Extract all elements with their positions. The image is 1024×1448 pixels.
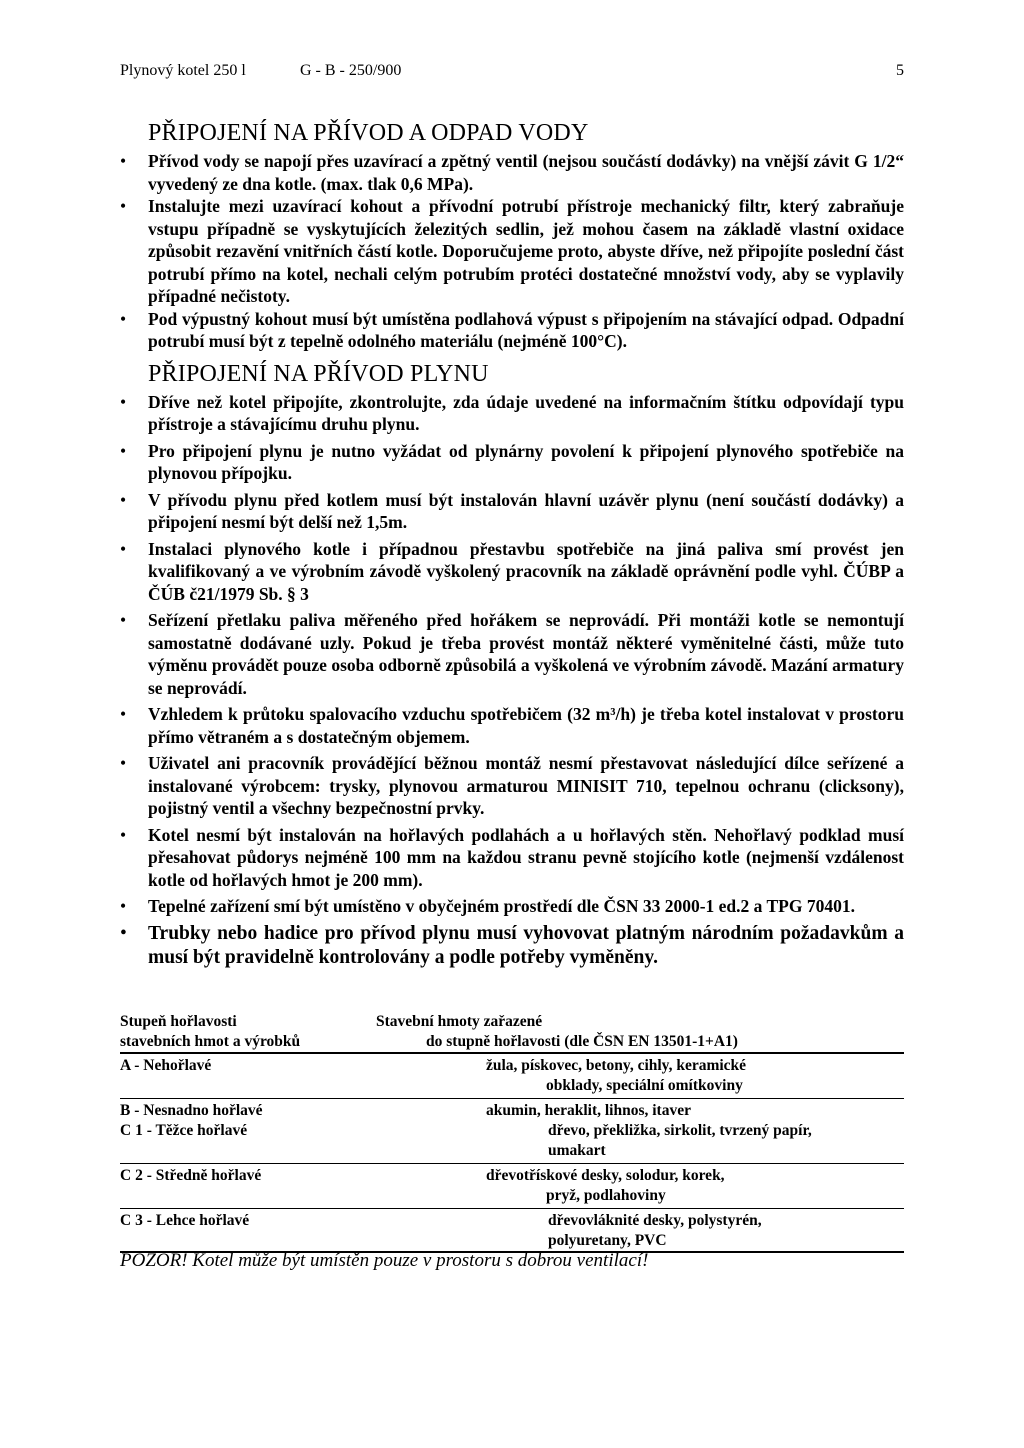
ventilation-warning: POZOR! Kotel může být umístěn pouze v prostoru s dobrou ventilací! [120, 1250, 649, 1271]
table-row [120, 1054, 904, 1098]
list-item: • Vzhledem k průtoku spalovacího vzduchu spotřebičem (32 m³/h) je třeba kotel instalovat v prostoru přímo větraném a s dostatečným objemem. [120, 704, 904, 747]
bullet-icon: • [120, 538, 127, 559]
list-item: • V přívodu plynu před kotlem musí být instalován hlavní uzávěr plynu (není součástí dodávky) a připojení nesmí být delší než 1,5m. [120, 489, 904, 532]
gas-connection-list [120, 391, 904, 970]
bullet-icon: • [120, 896, 127, 916]
page-header [120, 62, 904, 86]
table-cell: dřevotřískové desky, solodur, korek, pryž, podlahoviny [486, 1167, 725, 1204]
bullet-icon: • [120, 196, 127, 216]
list-item: • Seřízení přetlaku paliva měřeného před hořákem se neprovádí. Při montáži kotle se nemontují samostatně dodávané uzly. Pokud je třeba provést montáž některé vyměnitelné části, může tuto výměnu provádět pouze osoba odborně způsobilá a vyškolená ve výrobním závodě. Mazání armatury se neprovádí. [120, 610, 904, 698]
list-item: • Tepelné zařízení smí být umístěno v obyčejném prostředí dle ČSN 33 2000-1 ed.2 a TPG 70401. [120, 896, 855, 916]
list-item: • Uživatel ani pracovník provádějící běžnou montáž nesmí přestavovat následující dílce seřízené a instalované výrobcem: trysky, plynovou armaturou MINISIT 710, tepelnou ochranu (clicksony), pojistný ventil a všechny bezpečnostní prvky. [120, 753, 904, 818]
bullet-icon: • [120, 391, 127, 412]
header-title: Plynový kotel 250 l [120, 62, 246, 79]
water-connection-list [120, 150, 904, 353]
list-item: • Instalujte mezi uzavírací kohout a přívodní potrubí přístroje mechanický filtr, který zabraňuje vstupu případně se vyskytujících železitých sedlin, jež mohou časem na základě vlastní oxidace způsobit rezavění vnitřních částí kotle. Doporučujeme proto, abyste dříve, než připojíte poslední část potrubí přímo na kotel, nechali celým potrubím protéci dostatečné množství vody, aby se vyplavily případné nečistoty. [120, 196, 904, 306]
table-cell: C 3 - Lehce hořlavé [120, 1212, 250, 1229]
table-row [120, 1099, 904, 1163]
list-item: • Kotel nesmí být instalován na hořlavých podlahách a u hořlavých stěn. Nehořlavý podklad musí přesahovat půdorys nejméně 100 mm na každou stranu pevně stojícího kotle (nejmenší vzdálenost kotle od hořlavých hmot je 200 mm). [120, 824, 904, 890]
table-cell: A - Nehořlavé [120, 1057, 212, 1074]
table-cell: dřevovláknité desky, polystyrén, polyuretany, PVC [548, 1212, 762, 1249]
bullet-icon: • [120, 440, 127, 461]
table-cell: C 1 - Těžce hořlavé [120, 1122, 248, 1139]
bullet-icon: • [120, 824, 127, 845]
bullet-icon: • [120, 610, 127, 630]
page-content [120, 120, 904, 970]
bullet-icon: • [120, 308, 127, 329]
list-item: • Instalaci plynového kotle i případnou přestavbu spotřebiče na jiná paliva smí provést jen kvalifikovaný a ve výrobním závodě vyškolený pracovník na základě oprávnění podle vyhl. ČÚBP a ČÚB č21/1979 Sb. § 3 [120, 538, 904, 604]
header-model: G - B - 250/900 [300, 62, 402, 79]
list-item: • Pro připojení plynu je nutno vyžádat od plynárny povolení k připojení plynového spotřebiče na plynovou přípojku. [120, 440, 904, 483]
bullet-icon: • [120, 151, 127, 171]
list-item: • Pod výpustný kohout musí být umístěna podlahová výpust s připojením na stávající odpad. Odpadní potrubí musí být z tepelně odolného materiálu (nejméně 100°C). [120, 308, 904, 351]
table-row [120, 1164, 904, 1208]
table-row [120, 1209, 904, 1251]
table-cell: B - Nesnadno hořlavé [120, 1102, 263, 1119]
section-heading-water: PŘIPOJENÍ NA PŘÍVOD A ODPAD VODY [148, 120, 589, 146]
column-header: Stavební hmoty zařazené [376, 1013, 543, 1030]
column-header: stavebních hmot a výrobků [120, 1033, 301, 1050]
bullet-icon: • [120, 922, 127, 944]
table-cell: žula, pískovec, betony, cihly, keramické obklady, speciální omítkoviny [486, 1057, 747, 1094]
section-heading-gas: PŘIPOJENÍ NA PŘÍVOD PLYNU [148, 360, 489, 387]
bullet-icon: • [120, 489, 127, 510]
column-header: do stupně hořlavosti (dle ČSN EN 13501-1+A1) [426, 1033, 738, 1050]
list-item: • Přívod vody se napojí přes uzavírací a zpětný ventil (nejsou součástí dodávky) na vnější závit G 1/2“ vyvedený ze dna kotle. (max. tlak 0,6 MPa). [120, 151, 904, 194]
flammability-table [120, 1012, 904, 1253]
table-cell: C 2 - Středně hořlavé [120, 1167, 262, 1184]
bullet-icon: • [120, 704, 127, 724]
column-header: Stupeň hořlavosti [120, 1013, 237, 1030]
bullet-icon: • [120, 753, 127, 773]
list-item: • Dříve než kotel připojíte, zkontrolujte, zda údaje uvedené na informačním štítku odpovídají typu přístroje a stávajícímu druhu plynu. [120, 391, 904, 434]
table-cell: akumin, heraklit, lihnos, itaver [486, 1102, 691, 1119]
page-number: 5 [896, 62, 904, 79]
table-header [120, 1012, 904, 1052]
list-item: • Trubky nebo hadice pro přívod plynu musí vyhovovat platným národním požadavkům a musí být pravidelně kontrolovány a podle potřeby vyměněny. [120, 922, 904, 968]
table-cell: dřevo, překližka, sirkolit, tvrzený papír, umakart [548, 1122, 812, 1159]
